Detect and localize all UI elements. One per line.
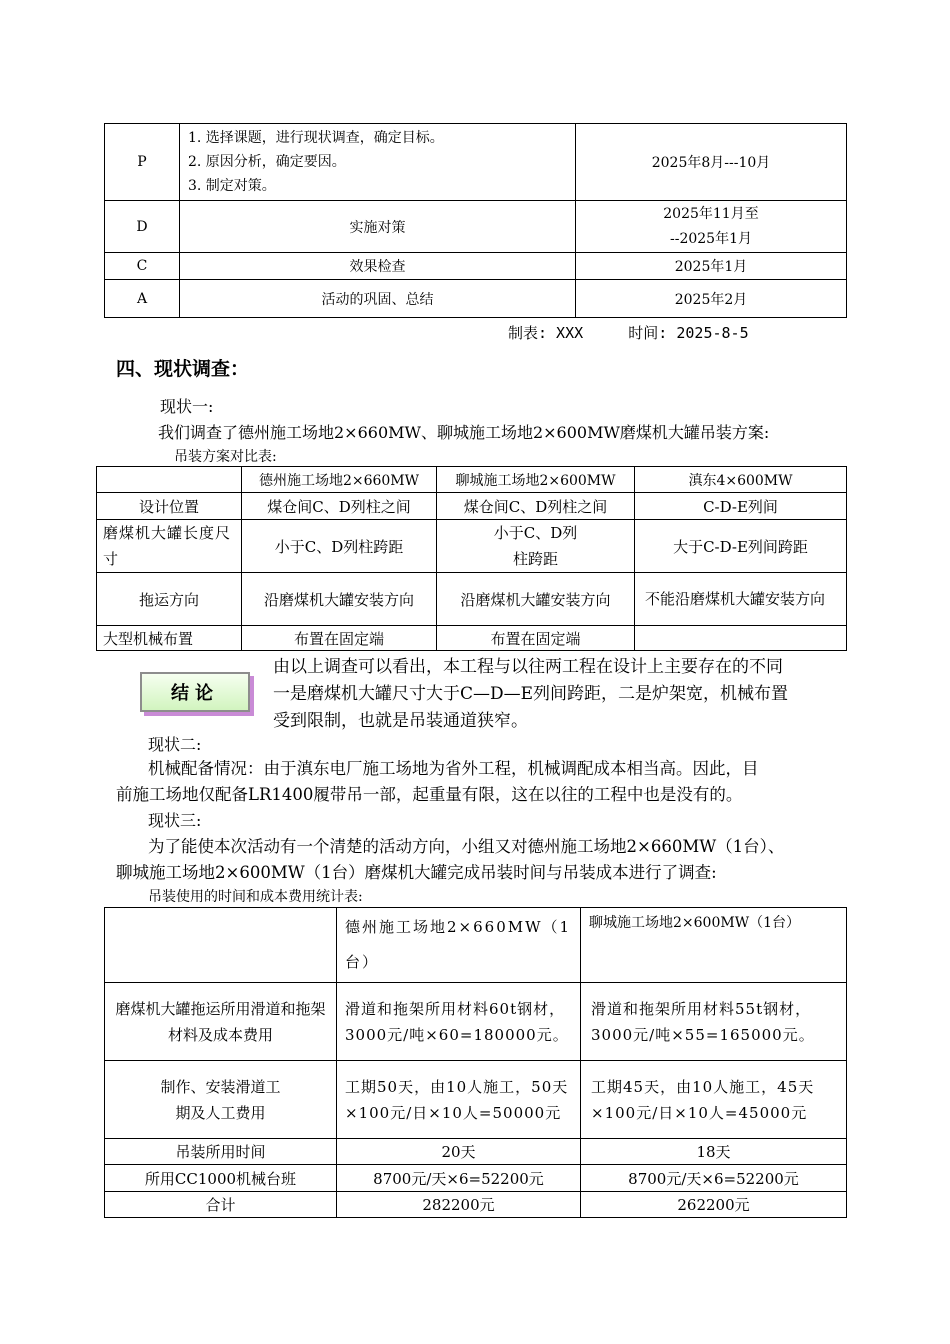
table-cell: 大于C-D-E列间跨距 [635,520,847,573]
status3-label: 现状三: [148,811,202,830]
table-header-cell: 聊城施工场地2×600MW（1台） [581,908,847,983]
plan-phase-cell: D [105,201,180,253]
table-header-cell: 聊城施工场地2×600MW [437,467,635,493]
table-cell: 布置在固定端 [242,626,437,651]
status2-line: 机械配备情况：由于滇东电厂施工场地为省外工程，机械调配成本相当高。因此，目 [148,759,759,778]
plan-task-cell: 活动的巩固、总结 [180,280,576,318]
conclusion-line: 由以上调查可以看出，本工程与以往两工程在设计上主要存在的不同 [273,657,783,677]
conclusion-line: 一是磨煤机大罐尺寸大于C—D—E列间跨距，二是炉架宽，机械布置 [273,684,789,704]
plan-phase-cell: C [105,253,180,280]
table-cell: 沿磨煤机大罐安装方向 [437,573,635,626]
plan-table-footer: 制表: XXX 时间: 2025-8-5 [508,324,749,342]
plan-task-cell: 实施对策 [180,201,576,253]
cost-statistics-table [104,907,847,1218]
table-row-label: 磨煤机大罐长度尺寸 [97,520,242,573]
status2-line: 前施工场地仅配备LR1400履带吊一部，起重量有限，这在以往的工程中也是没有的。 [116,785,743,804]
table-cell: 沿磨煤机大罐安装方向 [242,573,437,626]
status3-line: 聊城施工场地2×600MW（1台）磨煤机大罐完成吊装时间与吊装成本进行了调查: [116,863,717,882]
status1-caption: 吊装方案对比表: [174,449,277,465]
table-cell: 煤仓间C、D列柱之间 [437,493,635,520]
status2-label: 现状二: [148,735,202,754]
section-title: 四、现状调查： [116,358,250,380]
status2-text [116,756,759,808]
table-cell: 8700元/天×6=52200元 [581,1165,847,1192]
table-cell: 滑道和拖架所用材料60t钢材，3000元/吨×60=180000元。 [337,983,581,1061]
plan-task-line: 2. 原因分析，确定要因。 [188,154,346,170]
table-cell: 工期50天，由10人施工，50天×100元/日×10人=50000元 [337,1061,581,1139]
table-cell: C-D-E列间 [635,493,847,520]
table-cell: 煤仓间C、D列柱之间 [242,493,437,520]
conclusion-text [273,654,788,735]
conclusion-line: 受到限制，也就是吊装通道狭窄。 [273,711,528,731]
table-cell [635,626,847,651]
plan-table [104,123,847,318]
status3-line: 为了能使本次活动有一个清楚的活动方向，小组又对德州施工场地2×660MW（1台）、 [148,837,785,856]
plan-time-cell [576,201,847,253]
table-cell: 262200元 [581,1192,847,1218]
table-row-label: 拖运方向 [97,573,242,626]
conclusion-badge: 结论 [140,672,250,712]
table-cell: 18天 [581,1139,847,1165]
status3-caption: 吊装使用的时间和成本费用统计表: [148,889,363,905]
plan-phase-cell: A [105,280,180,318]
table-cell: 小于C、D列柱跨距 [242,520,437,573]
plan-time-line: 2025年11月至 [663,205,759,222]
status1-label: 现状一: [160,397,214,416]
table-header-cell: 滇东4×600MW [635,467,847,493]
plan-time-cell: 2025年1月 [576,253,847,280]
table-row-label: 大型机械布置 [97,626,242,651]
table-cell: 布置在固定端 [437,626,635,651]
table-row-label: 合计 [105,1192,337,1218]
table-header-cell [105,908,337,983]
table-cell: 不能沿磨煤机大罐安装方向 [635,573,847,626]
plan-phase-cell: P [105,124,180,201]
table-cell: 滑道和拖架所用材料55t钢材，3000元/吨×55=165000元。 [581,983,847,1061]
table-row-label: 磨煤机大罐拖运所用滑道和拖架材料及成本费用 [105,983,337,1061]
plan-task-cell: 效果检查 [180,253,576,280]
table-cell: 工期45天，由10人施工，45天×100元/日×10人=45000元 [581,1061,847,1139]
table-header-cell: 德州施工场地2×660MW（1台） [337,908,581,983]
table-cell: 8700元/天×6=52200元 [337,1165,581,1192]
table-row-label: 制作、安装滑道工期及人工费用 [105,1061,337,1139]
table-cell: 小于C、D列柱跨距 [437,520,635,573]
plan-time-line: --2025年1月 [670,230,752,247]
plan-time-cell: 2025年8月---10月 [576,124,847,201]
scheme-comparison-table [96,466,847,651]
status1-intro: 我们调查了德州施工场地2×660MW、聊城施工场地2×600MW磨煤机大罐吊装方案: [158,423,770,442]
table-row-label: 所用CC1000机械台班 [105,1165,337,1192]
plan-task-line: 1. 选择课题，进行现状调查，确定目标。 [188,130,444,146]
status3-text [116,834,784,886]
plan-task-line: 3. 制定对策。 [188,178,276,194]
table-row-label: 吊装所用时间 [105,1139,337,1165]
plan-task-cell [180,124,576,201]
plan-time-cell: 2025年2月 [576,280,847,318]
table-cell: 282200元 [337,1192,581,1218]
table-cell: 20天 [337,1139,581,1165]
table-header-cell [97,467,242,493]
table-header-cell: 德州施工场地2×660MW [242,467,437,493]
table-row-label: 设计位置 [97,493,242,520]
